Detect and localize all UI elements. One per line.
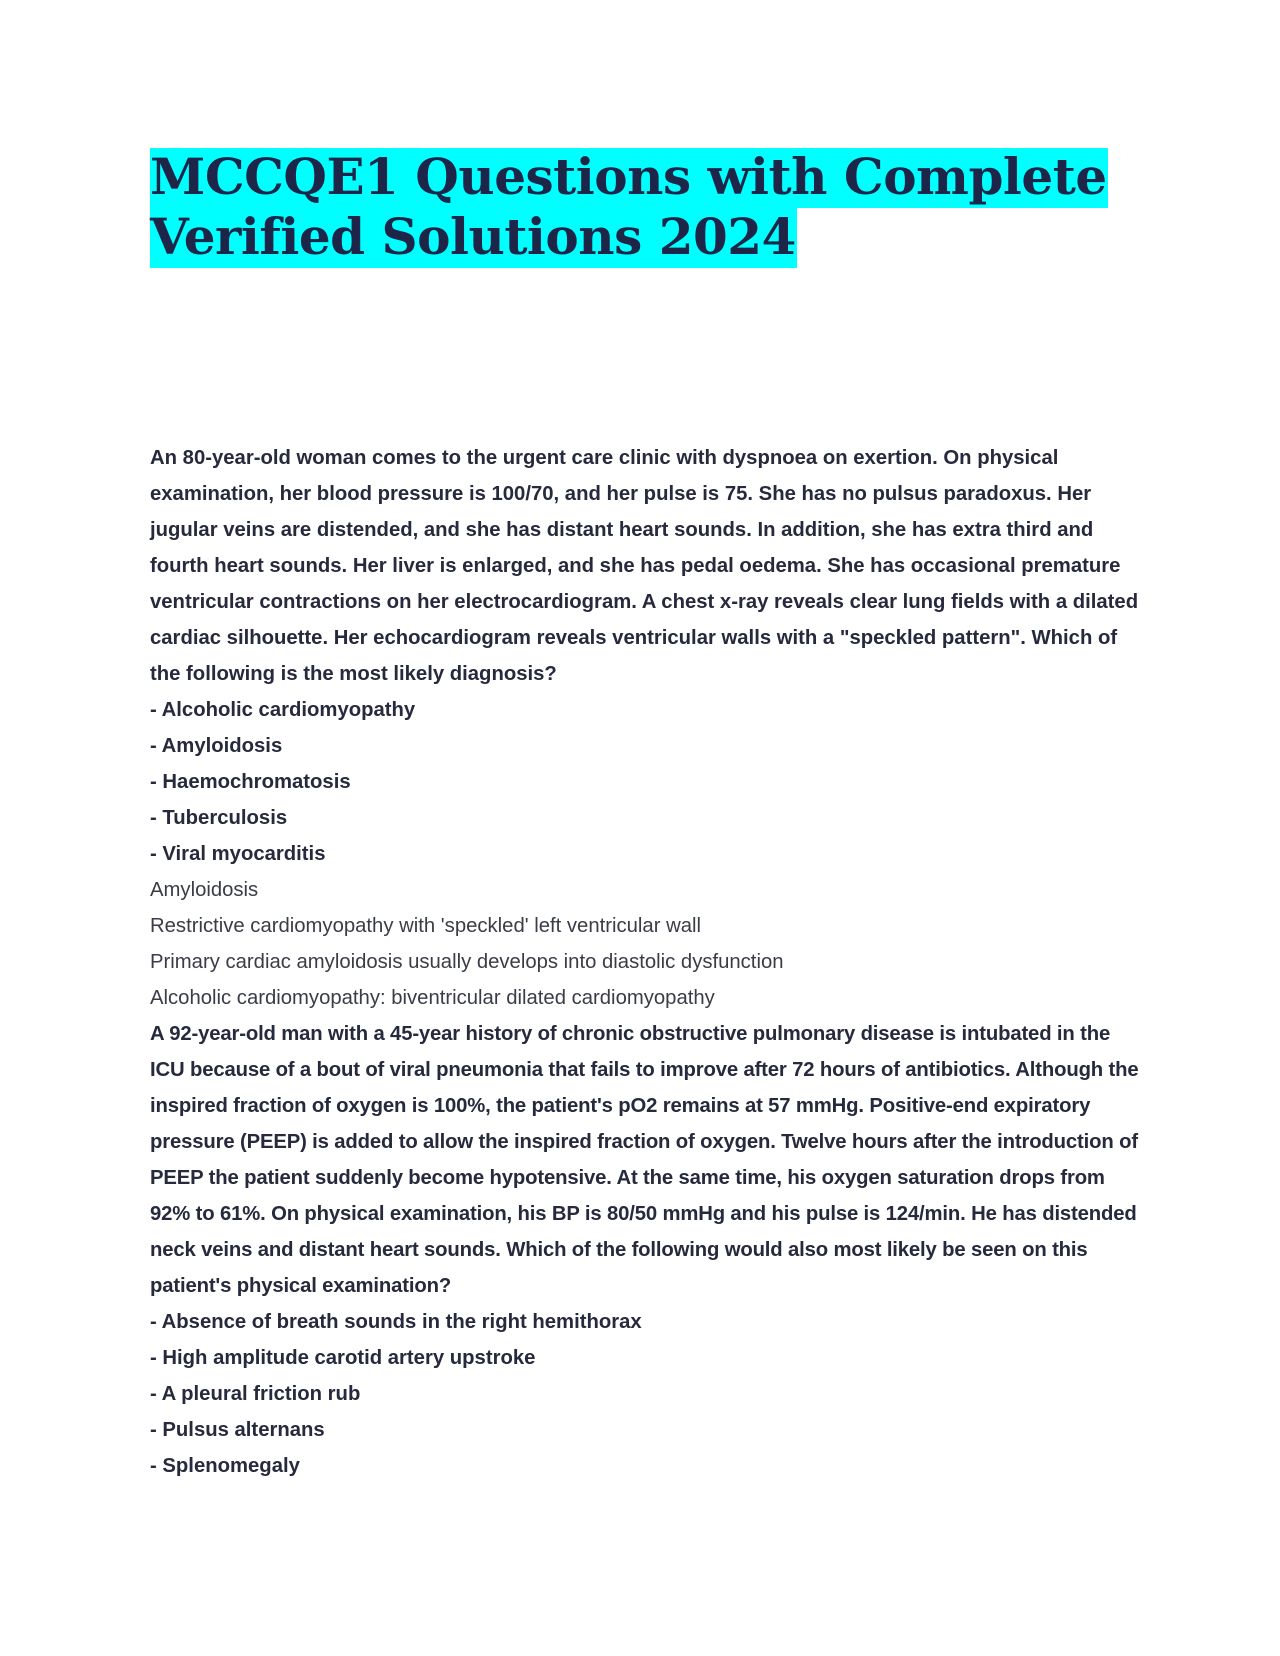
question-1-option: - Haemochromatosis	[150, 771, 351, 793]
question-2-option: - Pulsus alternans	[150, 1419, 325, 1441]
question-2-option: - Absence of breath sounds in the right hemithorax	[150, 1311, 642, 1333]
question-1-option: - Amyloidosis	[150, 735, 283, 757]
question-1-option: - Alcoholic cardiomyopathy	[150, 699, 416, 721]
question-1-option: - Viral myocarditis	[150, 843, 326, 865]
question-2-option: - High amplitude carotid artery upstroke	[150, 1347, 536, 1369]
question-1-explanation: Primary cardiac amyloidosis usually develops into diastolic dysfunction	[150, 951, 784, 973]
question-1-explanation: Alcoholic cardiomyopathy: biventricular dilated cardiomyopathy	[150, 987, 715, 1009]
question-1-text: An 80-year-old woman comes to the urgent care clinic with dyspnoea on exertion. On physical examination, her blood pressure is 100/70, and her pulse is 75. She has no pulsus paradoxus. Her jugular veins are distended, and she has distant heart sounds. In addition, she has extra third and fourth heart sounds. Her liver is enlarged, and she has pedal oedema. She has occasional premature ventricular contractions on her electrocardiogram. A chest x-ray reveals clear lung fields with a dilated cardiac silhouette. Her echocardiogram reveals ventricular walls with a "speckled pattern". Which of the following is the most likely diagnosis?	[150, 447, 1139, 685]
question-1-answer: Amyloidosis	[150, 879, 259, 901]
question-2-text: A 92-year-old man with a 45-year history of chronic obstructive pulmonary disease is intubated in the ICU because of a bout of viral pneumonia that fails to improve after 72 hours of antibiotics. Although the inspired fraction of oxygen is 100%, the patient's pO2 remains at 57 mmHg. Positive-end expiratory pressure (PEEP) is added to allow the inspired fraction of oxygen. Twelve hours after the introduction of PEEP the patient suddenly become hypotensive. At the same time, his oxygen saturation drops from 92% to 61%. On physical examination, his BP is 80/50 mmHg and his pulse is 124/min. He has distended neck veins and distant heart sounds. Which of the following would also most likely be seen on this patient's physical examination?	[150, 1023, 1139, 1297]
document-title	[150, 148, 1108, 268]
title-line-2: Verified Solutions 2024	[150, 207, 796, 266]
question-2-option: - A pleural friction rub	[150, 1383, 361, 1405]
question-1-explanation: Restrictive cardiomyopathy with 'speckled' left ventricular wall	[150, 915, 702, 937]
document-content	[150, 440, 1150, 1484]
title-line-1: MCCQE1 Questions with Complete	[150, 147, 1107, 206]
question-1-option: - Tuberculosis	[150, 807, 288, 829]
question-2-option: - Splenomegaly	[150, 1455, 300, 1477]
